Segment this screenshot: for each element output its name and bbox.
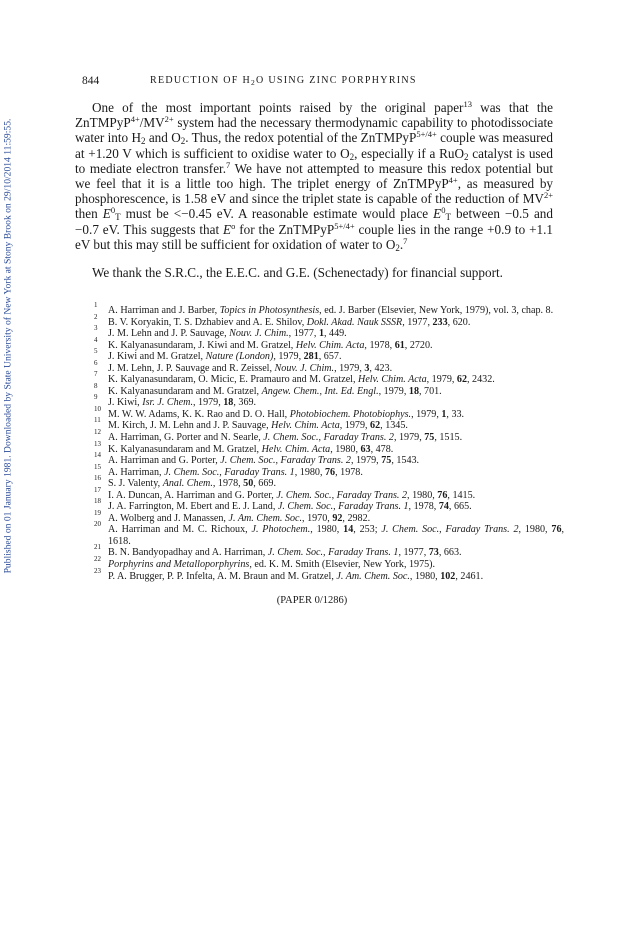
italic-run: J. Chem. Soc., Faraday Trans. 2 [381,524,519,536]
reference-list [94,301,565,582]
text-run: , 620. [447,316,471,328]
text-run: M. W. W. Adams, K. K. Rao and D. O. Hall, [108,408,290,420]
italic-run: Topics in Photosynthesis [219,305,320,316]
text-run: , 1979, [273,351,304,363]
subscript: 2 [395,242,400,253]
text-run: , 1515. [434,432,463,444]
reference-number: 8 [94,381,98,390]
text-run: We thank the S.R.C., the E.E.C. and G.E. (Schenectady) for financial support. [92,265,503,281]
superscript: 5+/4+ [416,129,437,140]
text-run: S. J. Valenty, [108,478,163,490]
reference-number: 7 [94,370,98,379]
reference-citation [108,467,564,479]
text-run: , 478. [370,443,394,455]
text-run: , 1345. [380,420,408,432]
paper-id: (PAPER 0/1286) [276,595,348,606]
bold-run: 92 [332,512,343,524]
bold-run: 63 [360,443,371,455]
superscript: 0 [110,205,116,216]
bold-run: 281 [303,351,319,363]
running-title: REDUCTION OF $H_2O$ USING ZINC PORPHYRINS [150,75,417,87]
text-run: , 1979, [393,432,425,444]
reference-number: 20 [94,520,101,529]
reference-citation [108,547,564,559]
text-run: must be <−0.45 eV. A reasonable estimate would place [120,206,434,222]
bold-run: 76 [551,524,562,536]
italic-run: J. Chem. Soc., Faraday Trans. 2 [263,432,394,444]
reference-citation [108,490,564,502]
italic-run: J. Am. Chem. Soc. [228,512,303,524]
text-run: K. Kalyanasundaram, J. Kiwi and M. Gratzel, [108,339,296,351]
bold-run: 62 [370,420,381,432]
reference-number: 2 [94,312,98,321]
reference-citation [108,432,564,444]
text-run: , 1978. [335,466,363,478]
text-run: , 1970, [302,512,333,524]
reference-citation [108,571,564,583]
page-header [82,75,546,89]
reference-item [94,520,565,547]
bold-run: 1 [318,328,324,340]
reference-item [94,566,564,583]
subscript: 2 [180,136,186,147]
subscript: T [445,212,451,223]
superscript: 4+ [130,114,140,125]
reference-number: 22 [94,555,101,564]
text-run: , 1977, [288,328,319,340]
text-run: A. Harriman, G. Porter and N. Searle, [108,432,264,444]
body-text [75,100,553,280]
superscript: o [231,220,236,231]
italic-run: Isr. J. Chem. [142,397,193,409]
reference-citation [108,363,564,375]
bold-run: 3 [364,362,370,374]
text-run: M. Kirch, J. M. Lehn and J. P. Sauvage, [108,420,272,432]
text-run: couple lies in the range +0.9 to +1.1 eV but this may still be sufficient for oxidation of water to O [75,221,553,252]
reference-citation [108,409,564,421]
italic-run: Helv. Chim. Acta [358,374,427,386]
acknowledgement-paragraph [75,265,553,280]
reference-item [94,497,564,513]
italic-run: E [102,206,111,222]
reference-number: 19 [94,508,101,517]
reference-number: 1 [94,301,98,309]
reference-item [94,428,564,444]
text-run: /MV [139,115,165,131]
text-run: J. M. Lehn, J. P. Sauvage and R. Zeissel, [108,362,275,374]
text-run: catalyst is used to mediate electron transfer. [75,145,553,176]
text-run: , 1979, [334,362,365,374]
reference-item [94,543,564,559]
reference-number: 6 [94,358,98,367]
reference-citation [108,317,564,329]
text-run: A. Harriman and M. C. Richoux, [108,524,252,536]
text-run: , 663. [438,547,462,559]
reference-citation [108,513,564,525]
text-run: , as measured by phosphorescence, is 1.58 eV and since the triplet state is capable of the reduction of MV [75,176,554,207]
reference-item [94,301,564,317]
italic-run: Angew. Chem., Int. Ed. Engl. [261,385,379,397]
superscript: 2+ [543,190,553,201]
text-run: , 1978, [364,339,395,351]
reference-item [94,404,564,421]
bold-run: 76 [437,489,448,501]
reference-item [94,312,564,329]
italic-run: J. Chem. Soc., Faraday Trans. 2 [220,455,351,467]
reference-item [94,485,564,502]
text-run: , 1980, [409,570,441,582]
text-run: then [75,206,103,222]
italic-run: Helv. Chim. Acta [271,420,340,432]
text-run: J. Kiwi and M. Gratzel, [108,351,206,363]
italic-run: Helv. Chim. Acta [261,443,331,455]
text-run: , 1979, [350,455,382,467]
bold-run: 75 [424,432,435,444]
reference-number: 10 [94,404,101,413]
reference-citation [108,420,564,432]
bold-run: 102 [440,570,456,582]
text-run: B. V. Koryakin, T. S. Dzhabiev and A. E. Shilov, [108,316,307,328]
subscript: 2 [141,136,146,147]
text-run: , 1977, [402,316,433,328]
page-number: 844 [82,75,100,87]
italic-run: Helv. Chim. Acta [295,339,365,351]
download-notice: Published on 01 January 1981. Downloaded by State University of New York at Stony Brook on 29/10/2014 11:59:55. [2,118,14,574]
italic-run: Nouv. J. Chim. [274,362,335,374]
text-run: B. N. Bandyopadhay and A. Harriman, [108,547,268,559]
italic-run: J. Chem. Soc., Faraday Trans. 1 [277,501,409,513]
reference-citation [108,455,564,467]
reference-item [94,381,564,398]
text-run: , 665. [448,501,472,513]
text-run: , 2461. [455,570,484,582]
reference-item [94,555,564,571]
text-run: system had the necessary thermodynamic capability to photodissociate water into H [75,115,553,146]
reference-number: 4 [94,335,98,344]
text-run: , 423. [369,362,393,374]
text-run: , 1979, [378,385,409,397]
text-run: , 1978, [212,478,244,490]
italic-run: Porphyrins and Metalloporphyrins [108,559,250,571]
reference-citation [108,340,564,352]
text-run: . [399,236,404,252]
bold-run: 73 [428,547,439,559]
text-run: , 1415. [447,489,476,501]
text-run: couple was measured at +1.20 V which is sufficient to oxidise water to O [75,130,553,161]
text-run: , ed. J. Barber (Elsevier, New York, 1979), vol. 3, chap. 8. [319,305,554,316]
text-run: One of the most important points raised by the original paper [92,100,464,115]
text-run: , 2432. [467,374,495,386]
text-run: K. Kalyanasundaram and M. Gratzel, [108,443,262,455]
subscript: 2 [463,151,469,162]
reference-number: 14 [94,451,101,460]
reference-item [94,324,564,340]
reference-citation [108,444,564,456]
text-run: J. Kiwi, [108,397,143,409]
reference-number: 11 [94,416,101,425]
reference-citation [108,386,564,398]
text-run: was that the ZnTMPyP [75,100,553,131]
reference-citation [108,328,564,340]
italic-run: Anal. Chem. [162,478,213,490]
reference-item [94,416,564,432]
reference-number: 23 [94,566,101,575]
text-run: , 701. [418,385,442,397]
reference-number: 18 [94,497,101,506]
text-run: , 1980, [518,524,552,536]
bold-run: 76 [325,466,336,478]
reference-number: 13 [94,439,101,448]
text-run: , 1618. [108,524,565,547]
italic-run: Nature (London) [205,351,274,363]
text-run: K. Kalyanasundaram and M. Gratzel, [108,385,262,397]
text-run: , especially if a RuO [354,145,464,161]
superscript: 7 [403,235,408,246]
italic-run: J. Photochem. [251,524,311,536]
bold-run: 75 [381,455,392,467]
reference-number: 15 [94,462,101,471]
text-run: A. Harriman, [108,466,165,478]
reference-number: 9 [94,393,98,402]
bold-run: 62 [456,374,467,386]
italic-run: E [223,221,232,237]
superscript: 5+/4+ [334,220,355,231]
reference-item [94,508,564,525]
text-run: P. A. Brugger, P. P. Infelta, A. M. Braun and M. Gratzel, [108,570,337,582]
text-run: J. A. Farrington, M. Ebert and E. J. Land, [108,501,278,513]
text-run: , 2982. [342,512,371,524]
text-run: , 657. [318,351,342,363]
reference-item [94,451,564,467]
text-run: A. Wolberg and J. Manassen, [108,512,229,524]
text-run: and O [145,130,181,146]
text-run: , ed. K. M. Smith (Elsevier, New York, 1975). [249,559,436,571]
text-run: K. Kalyanasundaram, O. Micic, E. Pramauro and M. Gratzel, [108,374,359,386]
text-run: . Thus, the redox potential of the ZnTMPyP [185,130,417,146]
text-run: We have not attempted to measure this redox potential but we feel that it is a little too high. The triplet energy of ZnTMPyP [75,160,553,192]
text-run: I. A. Duncan, A. Harriman and G. Porter, [108,489,277,501]
text-run: , 1977, [398,547,429,559]
italic-run: Dokl. Akad. Nauk SSSR [306,316,403,328]
superscript: 4+ [448,175,458,186]
italic-run: E [433,206,442,222]
text-run: , 449. [323,328,347,340]
italic-run: Nouv. J. Chim. [229,328,289,340]
reference-citation [108,397,564,409]
text-run: , 1980, [407,489,438,501]
text-run: A. Harriman and G. Porter, [108,455,221,467]
text-run: , 1980, [310,524,344,536]
reference-item [94,474,564,490]
text-run: , 1980, [330,443,361,455]
download-watermark [0,82,16,610]
italic-run: J. Chem. Soc., Faraday Trans. 1 [164,466,295,478]
reference-item [94,335,564,352]
reference-citation [108,501,564,513]
reference-item [94,347,564,363]
reference-citation [108,478,564,490]
bold-run: 233 [432,316,448,328]
text-run: , 1979, [192,397,224,409]
reference-item [94,370,564,386]
text-run: , 669. [253,478,276,490]
text-run: J. M. Lehn and J. P. Sauvage, [108,328,230,340]
superscript: 13 [463,99,472,109]
italic-run: Photobiochem. Photobiophys. [289,408,412,420]
reference-citation [108,374,564,386]
reference-item [94,358,564,375]
text-run: for the ZnTMPyP [235,221,335,237]
subscript: 2 [349,151,355,162]
superscript: 0 [441,205,446,216]
reference-number: 17 [94,485,101,494]
text-run: , 1979, [411,408,442,420]
reference-item [94,393,564,409]
superscript: 7 [226,159,231,170]
text-run: , 1979, [339,420,371,432]
reference-citation [108,305,564,317]
italic-run: J. Am. Chem. Soc. [336,570,410,582]
body-paragraph [75,100,553,252]
text-run: , 1979, [426,374,457,386]
reference-citation [108,524,564,547]
bold-run: 18 [408,385,419,397]
text-run: , 1980, [294,466,325,478]
bold-run: 1 [441,408,447,420]
text-run: A. Harriman and J. Barber, [108,305,220,316]
text-run: , 1543. [391,455,420,467]
text-run: , 33. [446,408,465,420]
reference-citation [108,351,564,363]
italic-run: J. Chem. Soc., Faraday Trans. 1 [267,547,399,559]
text-run: , 253; [353,524,382,536]
reference-number: 12 [94,428,101,437]
superscript: 2+ [164,114,174,125]
reference-number: 21 [94,543,101,552]
bold-run: 14 [343,524,354,536]
text-run: between −0.5 and −0.7 eV. This suggests that [75,206,553,237]
italic-run: J. Chem. Soc., Faraday Trans. 2 [276,489,408,501]
bold-run: 50 [243,478,254,490]
bold-run: 74 [438,501,449,513]
subscript: T [115,212,121,223]
bold-run: 61 [394,339,405,351]
reference-citation [108,559,564,571]
text-run: , 2720. [404,339,433,351]
reference-number: 16 [94,474,101,483]
reference-item [94,462,564,479]
reference-item [94,439,564,456]
bold-run: 18 [223,397,234,409]
reference-number: 3 [94,324,98,333]
reference-number: 5 [94,347,98,356]
text-run: , 1978, [408,501,439,513]
text-run: , 369. [233,397,257,409]
